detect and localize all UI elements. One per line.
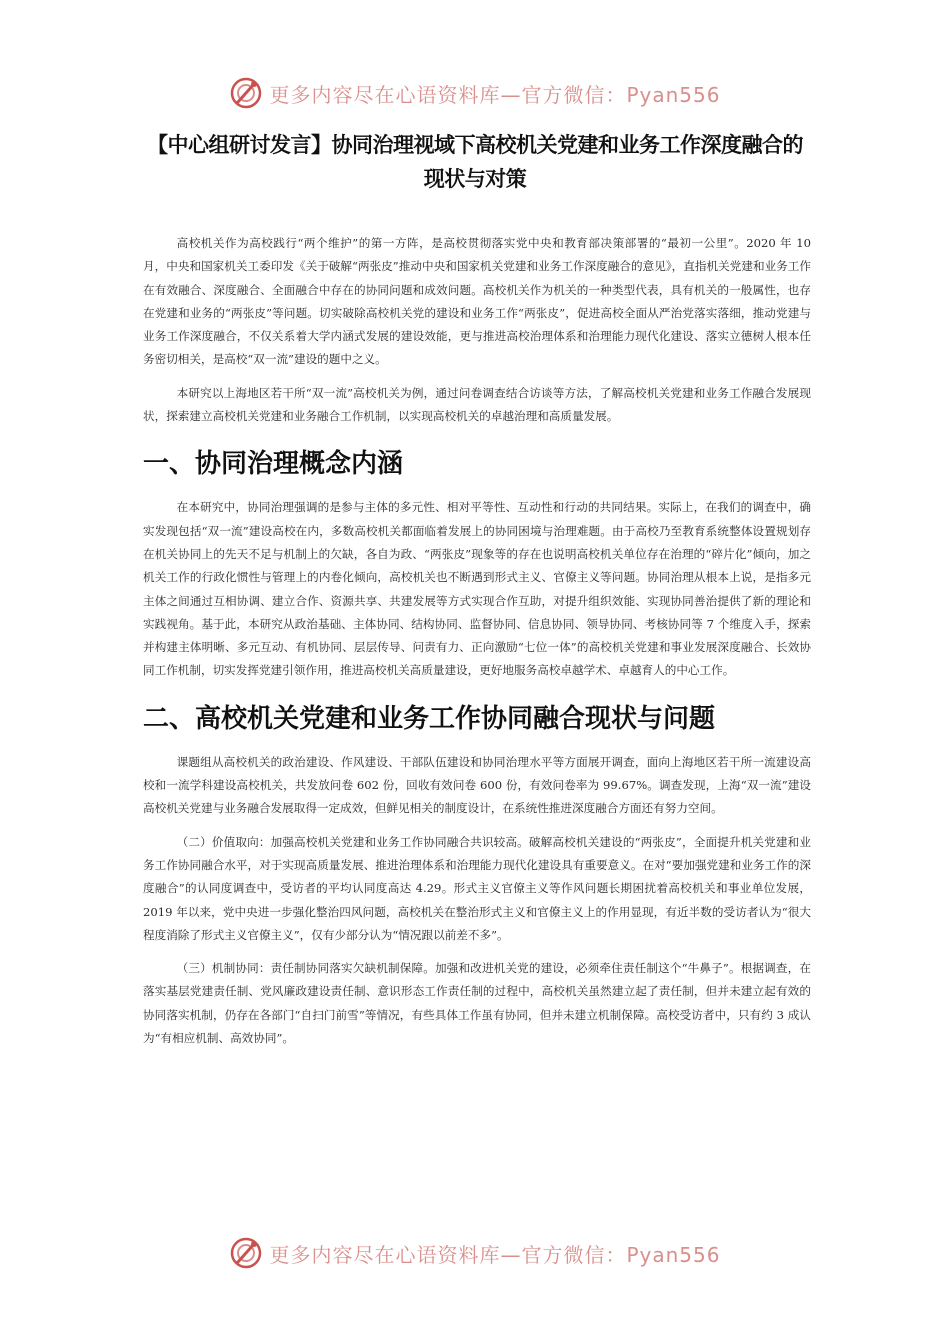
header-banner-text: 更多内容尽在心语资料库—官方微信：Pyan556: [269, 82, 721, 107]
brand-logo-icon: [229, 1236, 263, 1270]
intro-paragraph-2: 本研究以上海地区若干所“双一流”高校机关为例，通过问卷调查结合访谈等方法，了解高校机关党建和业务工作融合发展现状，探索建立高校机关党建和业务融合工作机制，以实现高校机关的卓越治理和高质量发展。: [143, 385, 811, 424]
section-2-paragraph-1: 课题组从高校机关的政治建设、作风建设、干部队伍建设和协同治理水平等方面展开调查，面向上海地区若干所一流建设高校和一流学科建设高校机关，共发放问卷 602 份，回收有效问卷 600 份，有效问卷率为 99.67%。调查发现，上海“双一流”建设高校机关党建与业务融合发展取得一定成效，但鲜见相关的制度设计，在系统性推进深度融合方面还有努力空间。: [143, 754, 811, 816]
header-banner: [0, 73, 950, 113]
footer-banner-text: 更多内容尽在心语资料库—官方微信：Pyan556: [269, 1242, 721, 1267]
document-title: 【中心组研讨发言】协同治理视域下高校机关党建和业务工作深度融合的现状与对策: [147, 133, 803, 191]
document-body: [143, 232, 811, 1060]
section-1-paragraph-1: 在本研究中，协同治理强调的是参与主体的多元性、相对平等性、互动性和行动的共同结果。实际上，在我们的调查中，确实发现包括“双一流”建设高校在内，多数高校机关都面临着发展上的协同困境与治理难题。由于高校乃至教育系统整体设置规划存在机关协同上的先天不足与机制上的欠缺，各自为政、“两张皮”现象等的存在也说明高校机关单位存在治理的“碎片化”倾向，加之机关工作的行政化惯性与管理上的内卷化倾向，高校机关也不断遇到形式主义、官僚主义等问题。协同治理从根本上说，是指多元主体之间通过互相协调、建立合作、资源共享、共建发展等方式实现合作互助，对提升组织效能、实现协同善治提供了新的理论和实践视角。基于此，本研究从政治基础、主体协同、结构协同、监督协同、信息协同、领导协同、考核协同等 7 个维度入手，探索并构建主体明晰、多元互动、有机协同、层层传导、问责有力、正向激励“七位一体”的高校机关党建和事业发展深度融合、长效协同工作机制，切实发挥党建引领作用，推进高校机关高质量建设，更好地服务高校卓越学术、卓越育人的中心工作。: [143, 500, 811, 678]
section-1-heading: 一、协同治理概念内涵: [143, 449, 404, 480]
footer-banner: [0, 1233, 950, 1273]
section-2-heading: 二、高校机关党建和业务工作协同融合现状与问题: [143, 703, 716, 734]
section-2-paragraph-2: （二）价值取向：加强高校机关党建和业务工作协同融合共识较高。破解高校机关建设的“两张皮”，全面提升机关党建和业务工作协同融合水平，对于实现高质量发展、推进治理体系和治理能力现代化建设具有重要意义。在对“要加强党建和业务工作的深度融合”的认同度调查中，受访者的平均认同度高达 4.29。形式主义官僚主义等作风问题长期困扰着高校机关和事业单位发展，2019 年以来，党中央进一步强化整治四风问题，高校机关在整治形式主义和官僚主义上的作用显现，有近半数的受访者认为“很大程度消除了形式主义官僚主义”，仅有少部分认为“情况跟以前差不多”。: [143, 834, 811, 942]
section-2-paragraph-3: （三）机制协同：责任制协同落实欠缺机制保障。加强和改进机关党的建设，必须牵住责任制这个“牛鼻子”。根据调查，在落实基层党建责任制、党风廉政建设责任制、意识形态工作责任制的过程中，高校机关虽然建立起了责任制，但并未建立起有效的协同落实机制，仍存在各部门“自扫门前雪”等情况，有些具体工作虽有协同，但并未建立机制保障。高校受访者中，只有约 3 成认为“有相应机制、高效协同”。: [143, 961, 811, 1046]
brand-logo-icon: [229, 76, 263, 110]
intro-paragraph-1: 高校机关作为高校践行“两个维护”的第一方阵，是高校贯彻落实党中央和教育部决策部署的“最初一公里”。2020 年 10 月，中央和国家机关工委印发《关于破解“两张皮”推动中央和国家机关党建和业务工作深度融合的意见》，直指机关党建和业务工作在有效融合、深度融合、全面融合中存在的协同问题和成效问题。高校机关作为机关的一种类型代表，具有机关的一般属性，也存在党建和业务的“两张皮”等问题。切实破除高校机关党的建设和业务工作“两张皮”，促进高校全面从严治党落实落细，推动党建与业务工作深度融合，不仅关系着大学内涵式发展的建设效能，更与推进高校治理体系和治理能力现代化建设、落实立德树人根本任务密切相关，是高校“双一流”建设的题中之义。: [143, 236, 811, 367]
